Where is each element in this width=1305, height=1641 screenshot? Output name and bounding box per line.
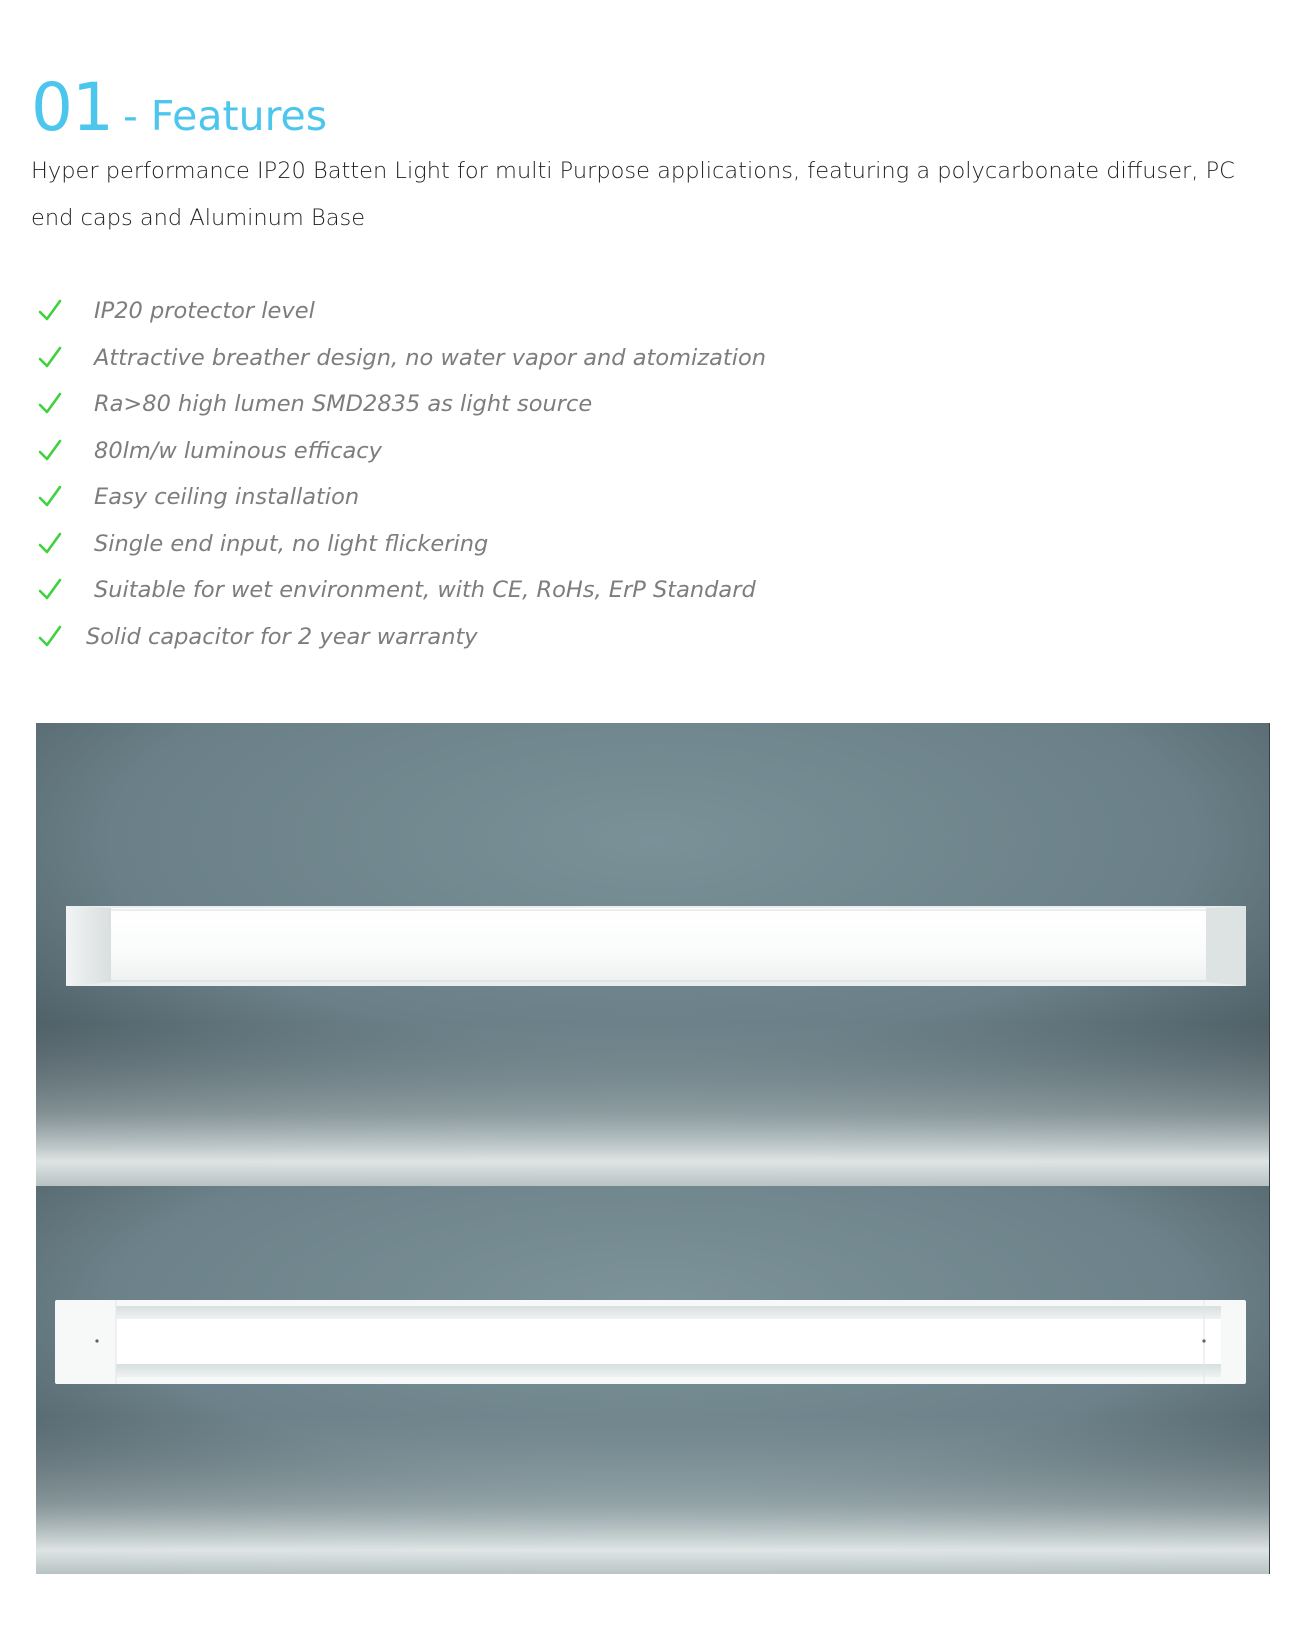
feature-item (36, 335, 936, 382)
product-photo-bottom-view (36, 1186, 1270, 1574)
checkmark-icon (36, 297, 64, 325)
feature-text: Solid capacitor for 2 year warranty (86, 623, 478, 650)
feature-item (36, 521, 936, 568)
feature-item (36, 614, 936, 661)
feature-text: Easy ceiling installation (94, 484, 360, 511)
feature-text: IP20 protector level (94, 298, 315, 325)
feature-text: Attractive breather design, no water vapor and atomization (94, 344, 766, 371)
product-photo-side-view (36, 723, 1270, 1186)
feature-item (36, 288, 936, 335)
section-title: - Features (122, 92, 328, 140)
feature-item (36, 567, 936, 614)
features-list (36, 288, 936, 660)
checkmark-icon (36, 623, 64, 651)
feature-text: Ra>80 high lumen SMD2835 as light source (94, 391, 593, 418)
photo-frame-edge (1269, 723, 1270, 1186)
feature-item (36, 381, 936, 428)
checkmark-icon (36, 344, 64, 372)
feature-text: Single end input, no light flickering (94, 530, 489, 557)
feature-item (36, 474, 936, 521)
checkmark-icon (36, 390, 64, 418)
photo-frame-edge (1269, 1186, 1270, 1574)
section-heading (31, 68, 327, 148)
feature-text: Suitable for wet environment, with CE, RoHs, ErP Standard (94, 577, 756, 604)
checkmark-icon (36, 576, 64, 604)
feature-text: 80lm/w luminous efficacy (94, 437, 382, 464)
checkmark-icon (36, 437, 64, 465)
checkmark-icon (36, 483, 64, 511)
section-number: 01 (31, 69, 113, 146)
intro-paragraph: Hyper performance IP20 Batten Light for multi Purpose applications, featuring a polycarbonate diffuser, PC end caps and Aluminum Base (31, 158, 1235, 231)
feature-item (36, 428, 936, 475)
checkmark-icon (36, 530, 64, 558)
